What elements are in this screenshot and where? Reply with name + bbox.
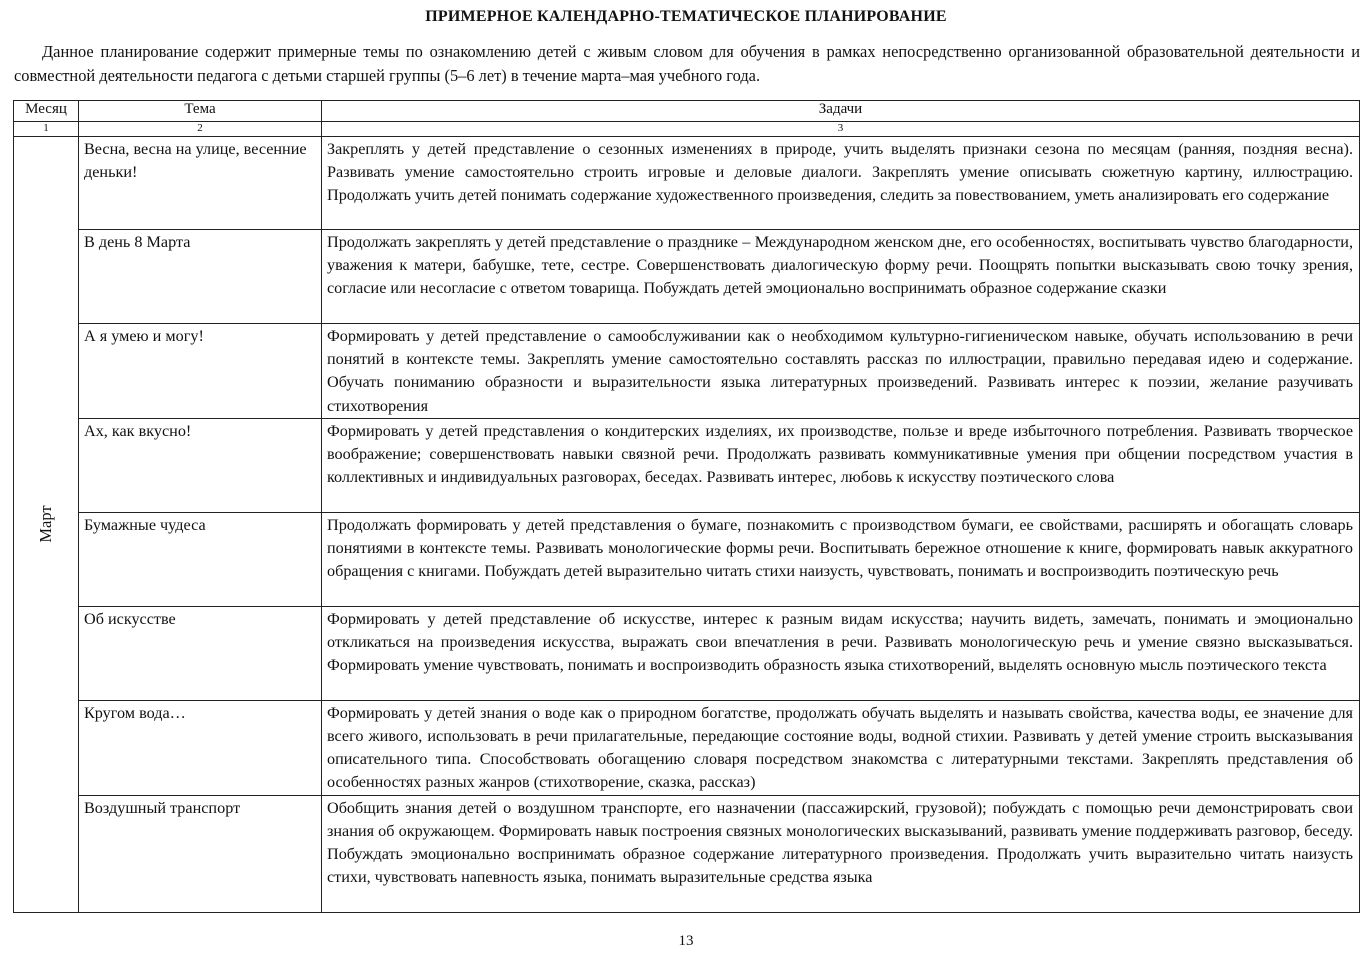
table-row <box>14 512 1360 606</box>
task-cell: Формировать у детей представления о кондитерских изделиях, их производстве, пользе и вреде избыточного потребления. Развивать творческое воображение; совершенствовать навыки связной речи. Продолжать развивать коммуникативные умения при общении посредством участия в коллективных и индивидуальных разговорах, беседах. Развивать интерес, любовь к искусству поэтического слова <box>322 418 1360 512</box>
table-row <box>14 700 1360 795</box>
table-row <box>14 606 1360 700</box>
task-cell: Обобщить знания детей о воздушном транспорте, его назначении (пассажирский, грузовой); побуждать с помощью речи демонстрировать свои знания об окружающем. Формировать навык построения связных монологических высказываний, развивать умение поддерживать разговор, беседу. Побуждать эмоционально воспринимать образное содержание литературного произведения. Продолжать учить выразительно читать наизусть стихи, чувствовать напевность языка, понимать выразительные средства языка <box>322 795 1360 912</box>
month-cell <box>14 137 79 913</box>
topic-cell: Воздушный транспорт <box>79 795 322 912</box>
table-row <box>14 418 1360 512</box>
task-cell: Продолжать формировать у детей представления о бумаге, познакомить с производством бумаги, ее свойствами, расширять и обогащать словарь понятиями в контексте темы. Развивать монологические формы речи. Воспитывать бережное отношение к книге, формировать навык аккуратного обращения с книгами. Побуждать детей выразительно читать стихи наизусть, чувствовать, понимать и воспроизводить поэтическую речь <box>322 512 1360 606</box>
topic-cell: В день 8 Марта <box>79 230 322 324</box>
column-number-3: 3 <box>322 122 1360 137</box>
task-cell: Формировать у детей представление о самообслуживании как о необходимом культурно-гигиеническом навыке, обучать использованию в речи понятий в контексте темы. Закреплять умение самостоятельно составлять рассказ по иллюстрации, правильно передавая идею и содержание. Обучать пониманию образности и выразительности языка литературных произведений. Развивать интерес к поэзии, желание разучивать стихотворения <box>322 324 1360 419</box>
page-number: 13 <box>678 933 694 949</box>
table-row <box>14 324 1360 419</box>
header-topic: Тема <box>79 101 322 122</box>
topic-cell: Об искусстве <box>79 606 322 700</box>
table-row <box>14 137 1360 230</box>
topic-cell: Ах, как вкусно! <box>79 418 322 512</box>
header-tasks: Задачи <box>322 101 1360 122</box>
planning-table <box>13 100 1360 913</box>
topic-cell: Кругом вода… <box>79 700 322 795</box>
header-month: Месяц <box>14 101 79 122</box>
column-number-1: 1 <box>14 122 79 137</box>
table-row <box>14 795 1360 912</box>
topic-cell: Бумажные чудеса <box>79 512 322 606</box>
task-cell: Закреплять у детей представление о сезонных изменениях в природе, учить выделять признаки сезона по месяцам (ранняя, поздняя весна). Развивать умение самостоятельно строить игровые и деловые диалоги. Закреплять умение описывать сюжетную картину, иллюстрацию. Продолжать учить детей понимать содержание художественного произведения, следить за повествованием, уметь анализировать его содержание <box>322 137 1360 230</box>
task-cell: Формировать у детей знания о воде как о природном богатстве, продолжать обучать выделять и называть свойства, качества воды, ее значение для всего живого, использовать в речи прилагательные, передающие состояние воды, водной стихии. Развивать у детей умение строить высказывания описательного типа. Способствовать обогащению словаря посредством знакомства с литературными текстами. Закреплять представления об особенностях разных жанров (стихотворение, сказка, рассказ) <box>322 700 1360 795</box>
month-label: Март <box>36 505 55 543</box>
task-cell: Продолжать закреплять у детей представление о празднике – Международном женском дне, его особенностях, воспитывать чувство благодарности, уважения к матери, бабушке, тете, сестре. Совершенствовать диалогическую форму речи. Поощрять попытки высказывать свою точку зрения, согласие или несогласие с ответом товарища. Побуждать детей эмоционально воспринимать образное содержание сказки <box>322 230 1360 324</box>
topic-cell: Весна, весна на улице, весенние деньки! <box>79 137 322 230</box>
task-cell: Формировать у детей представление об искусстве, интерес к разным видам искусства; научить видеть, замечать, понимать и эмоционально откликаться на произведения искусства, выражать свои впечатления в речи. Развивать монологическую речь и умение связно высказываться. Формировать умение чувствовать, понимать и воспроизводить образность языка стихотворений, выделять основную мысль поэтического текста <box>322 606 1360 700</box>
table-row <box>14 230 1360 324</box>
column-number-2: 2 <box>79 122 322 137</box>
topic-cell: А я умею и могу! <box>79 324 322 419</box>
table-header-row <box>14 101 1360 122</box>
column-number-row <box>14 122 1360 137</box>
intro-paragraph: Данное планирование содержит примерные темы по ознакомлению детей с живым словом для обучения в рамках непосредственно организованной образовательной деятельности и совместной деятельности педагога с детьми старшей группы (5–6 лет) в течение марта–мая учебного года. <box>14 42 1360 85</box>
page-title: ПРИМЕРНОЕ КАЛЕНДАРНО-ТЕМАТИЧЕСКОЕ ПЛАНИРОВАНИЕ <box>425 8 947 25</box>
